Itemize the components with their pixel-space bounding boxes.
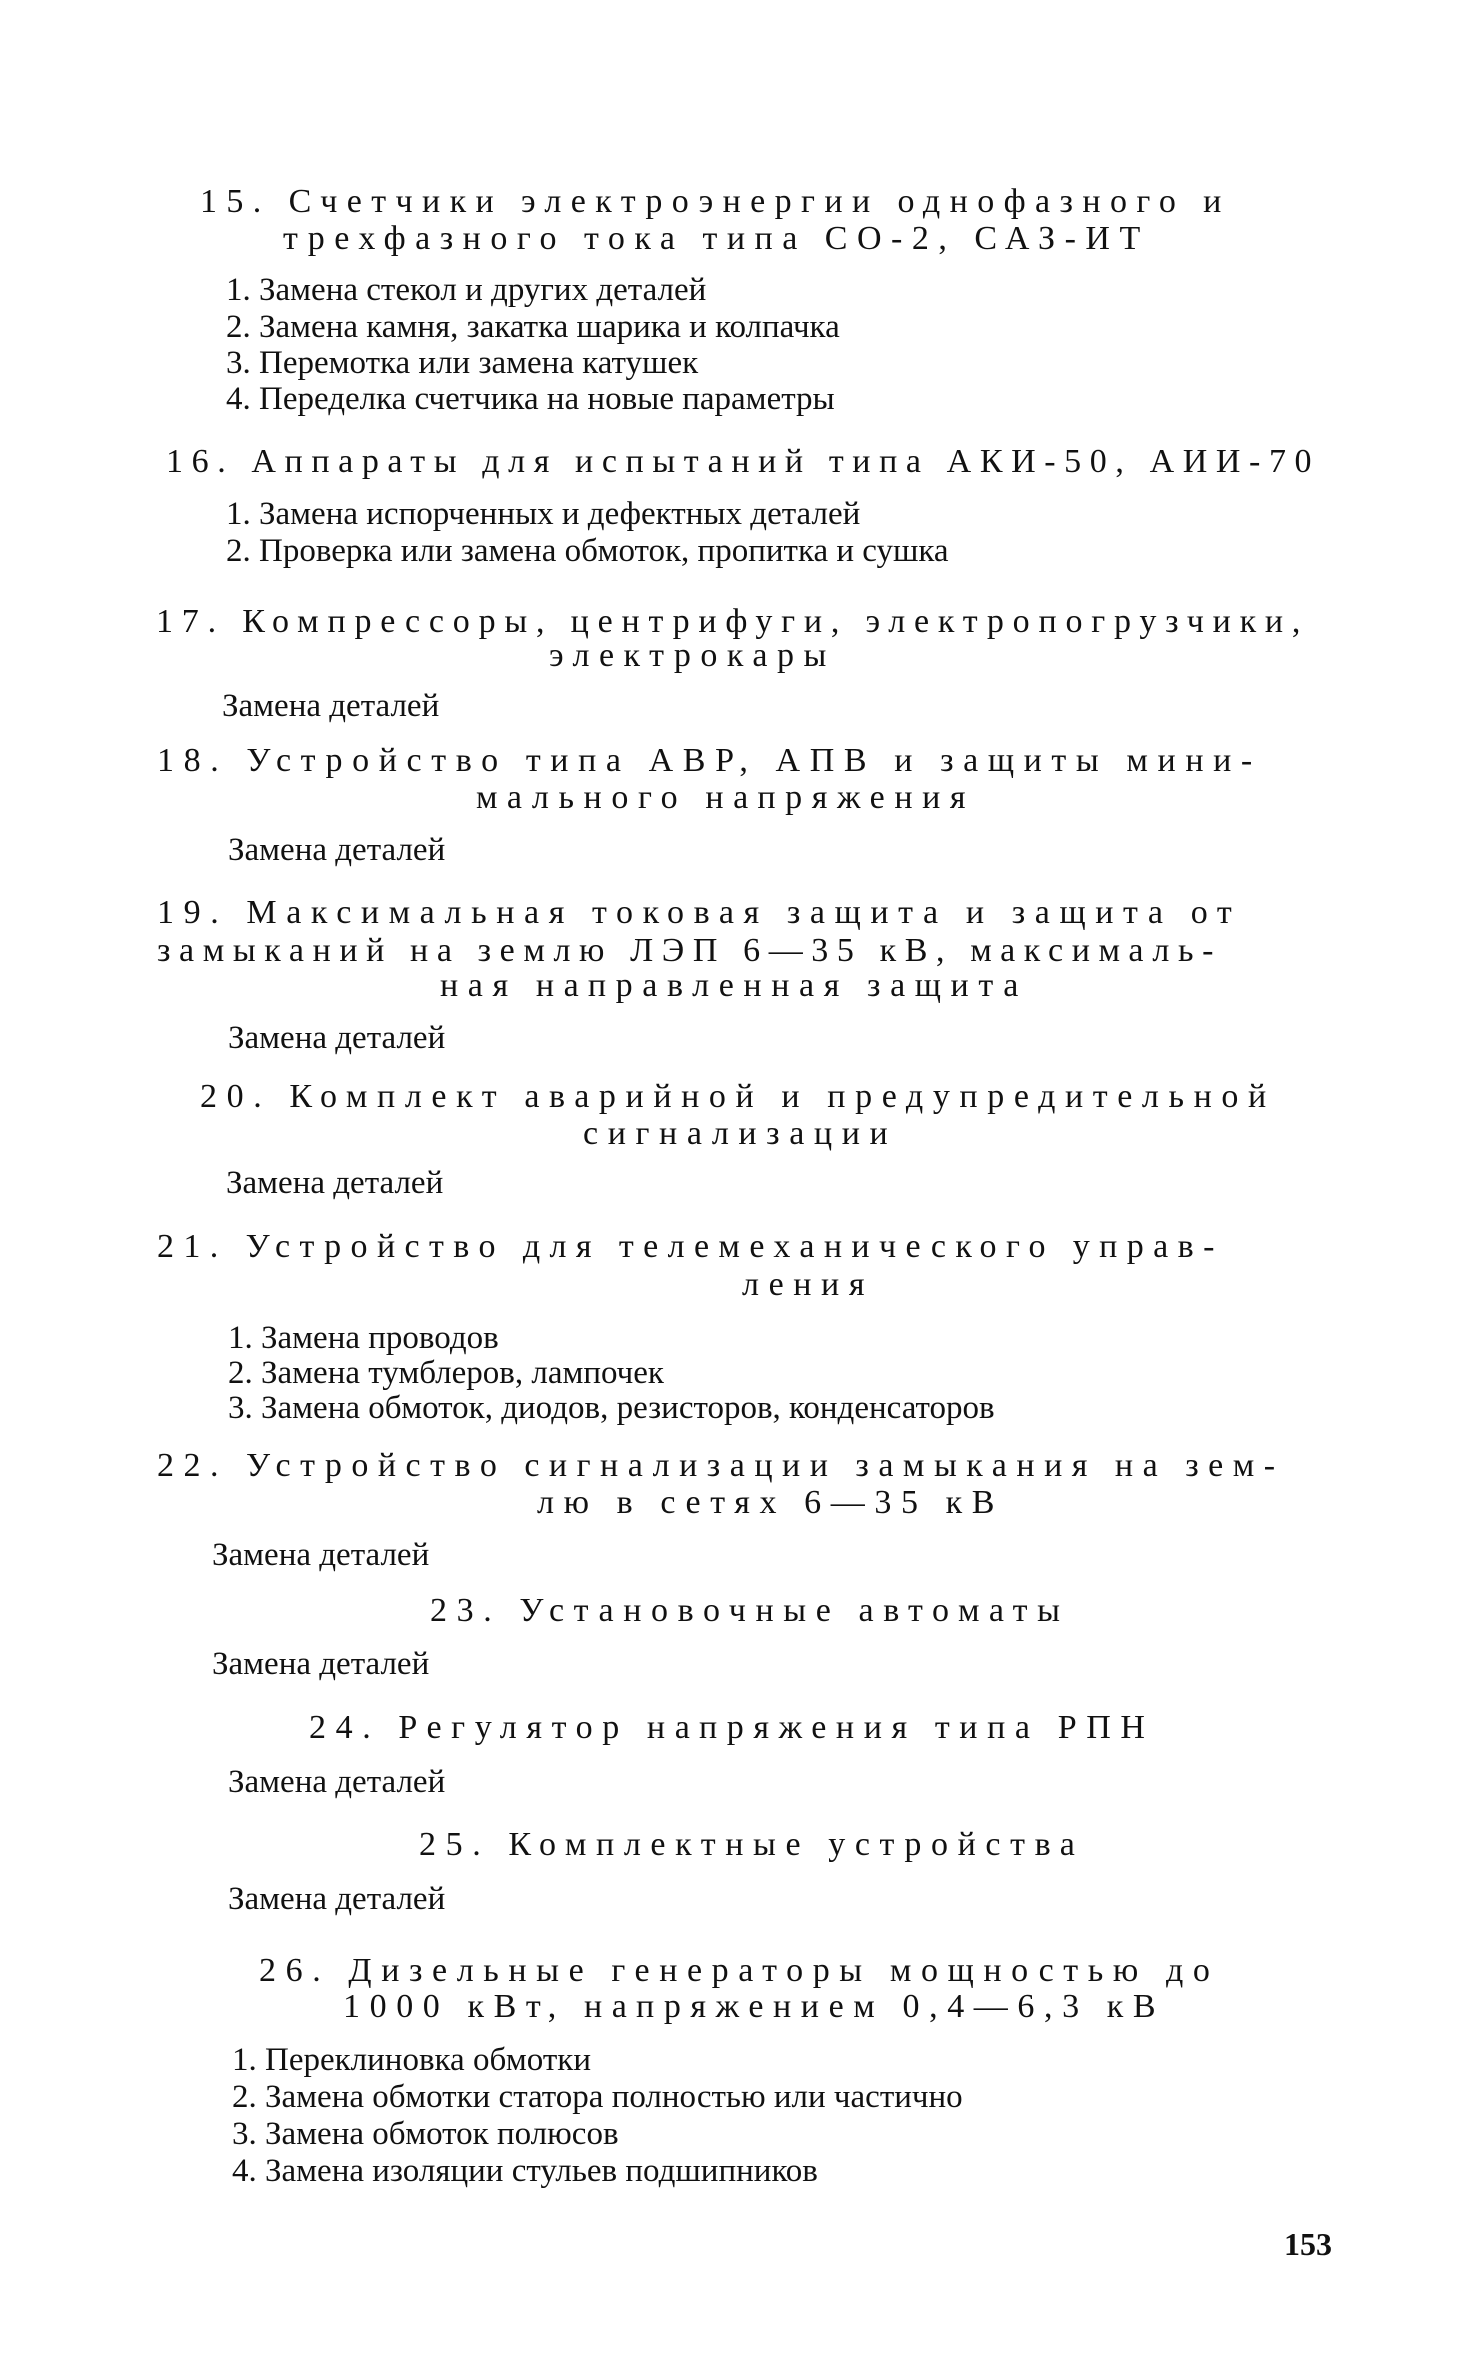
section-19-heading-line-2: замыканий на землю ЛЭП 6—35 кВ, максималь- xyxy=(157,932,1223,969)
section-22-item: Замена деталей xyxy=(212,1537,430,1573)
section-19-heading-line-3: ная направленная защита xyxy=(440,967,1028,1004)
section-26-heading-line-2: 1000 кВт, напряжением 0,4—6,3 кВ xyxy=(343,1988,1166,2025)
section-16-item: 2. Проверка или замена обмоток, пропитка и сушка xyxy=(226,533,949,569)
section-26-item: 4. Замена изоляции стульев подшипников xyxy=(232,2153,818,2189)
section-15-item: 4. Переделка счетчика на новые параметры xyxy=(226,381,835,417)
section-20-heading-line-2: сигнализации xyxy=(583,1115,898,1152)
section-15-item: 2. Замена камня, закатка шарика и колпачка xyxy=(226,309,840,345)
section-22-heading-line-2: лю в сетях 6—35 кВ xyxy=(537,1484,1005,1521)
section-20-heading-line-1: 20. Комплект аварийной и предупредительной xyxy=(200,1078,1276,1115)
section-17-heading-line-1: 17. Компрессоры, центрифуги, электропогрузчики, xyxy=(156,603,1310,640)
page-number: 153 xyxy=(1284,2226,1332,2262)
section-21-item: 3. Замена обмоток, диодов, резисторов, конденсаторов xyxy=(228,1390,995,1426)
section-26-item: 1. Переклиновка обмотки xyxy=(232,2042,591,2078)
section-22-heading-line-1: 22. Устройство сигнализации замыкания на зем- xyxy=(157,1447,1285,1484)
section-26-item: 3. Замена обмоток полюсов xyxy=(232,2116,619,2152)
section-15-heading-line-1: 15. Счетчики электроэнергии однофазного и xyxy=(200,183,1231,220)
section-16-item: 1. Замена испорченных и дефектных деталей xyxy=(226,496,861,532)
section-21-heading-line-1: 21. Устройство для телемеханического управ- xyxy=(157,1228,1224,1265)
section-24-item: Замена деталей xyxy=(228,1764,446,1800)
section-18-heading-line-2: мального напряжения xyxy=(476,779,976,816)
section-23-heading: 23. Установочные автоматы xyxy=(430,1592,1070,1629)
section-18-heading-line-1: 18. Устройство типа АВР, АПВ и защиты мини- xyxy=(157,742,1262,779)
section-26-heading-line-1: 26. Дизельные генераторы мощностью до xyxy=(259,1952,1220,1989)
section-15-item: 1. Замена стекол и других деталей xyxy=(226,272,707,308)
section-21-item: 2. Замена тумблеров, лампочек xyxy=(228,1355,664,1391)
section-25-item: Замена деталей xyxy=(228,1881,446,1917)
section-17-item: Замена деталей xyxy=(222,688,440,724)
section-19-heading-line-1: 19. Максимальная токовая защита и защита от xyxy=(157,894,1242,931)
section-25-heading: 25. Комплектные устройства xyxy=(419,1826,1085,1863)
section-20-item: Замена деталей xyxy=(226,1165,444,1201)
section-26-item: 2. Замена обмотки статора полностью или частично xyxy=(232,2079,963,2115)
section-23-item: Замена деталей xyxy=(212,1646,430,1682)
section-16-heading: 16. Аппараты для испытаний типа АКИ-50, АИИ-70 xyxy=(166,443,1321,480)
section-18-item: Замена деталей xyxy=(228,832,446,868)
section-21-heading-line-2: ления xyxy=(742,1266,875,1303)
section-15-item: 3. Перемотка или замена катушек xyxy=(226,345,699,381)
section-15-heading-line-2: трехфазного тока типа СО-2, САЗ-ИТ xyxy=(283,220,1150,257)
section-19-item: Замена деталей xyxy=(228,1020,446,1056)
section-17-heading-line-2: электрокары xyxy=(549,637,836,674)
section-21-item: 1. Замена проводов xyxy=(228,1320,499,1356)
section-24-heading: 24. Регулятор напряжения типа РПН xyxy=(309,1709,1155,1746)
